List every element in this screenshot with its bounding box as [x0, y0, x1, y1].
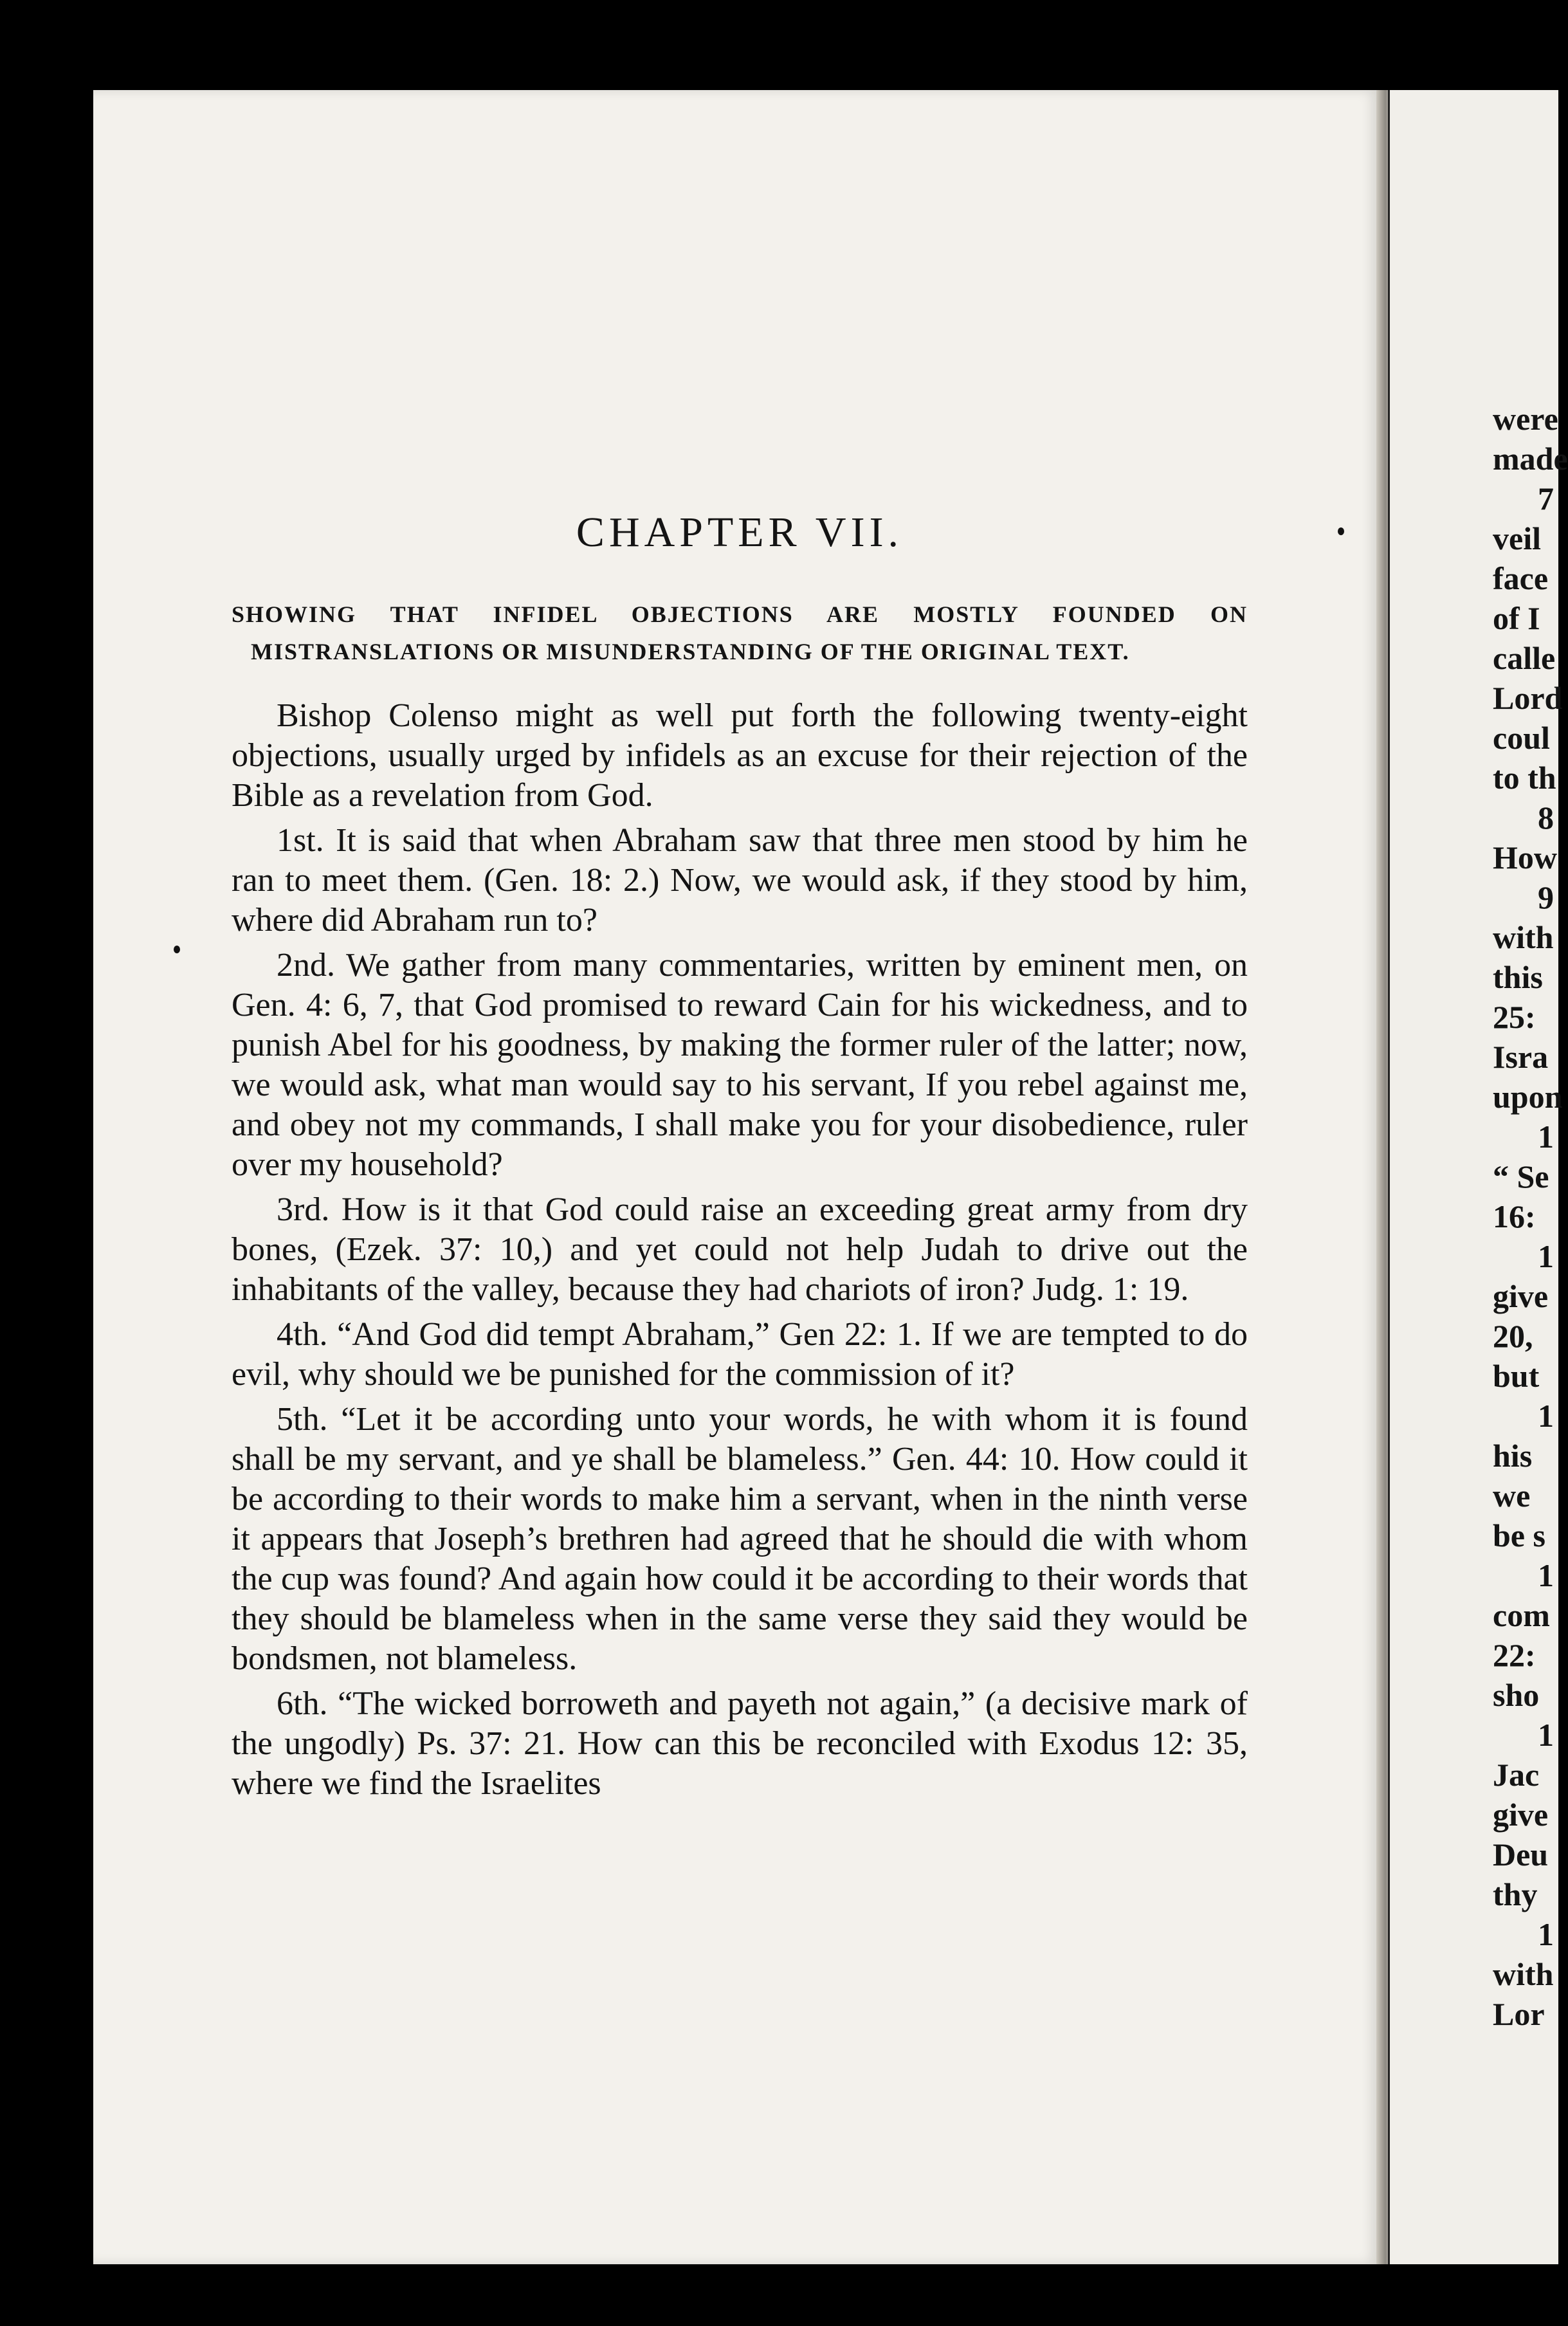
right-line: but: [1493, 1358, 1540, 1394]
right-line: coul: [1493, 720, 1550, 756]
right-line: give: [1493, 1278, 1549, 1314]
right-line: com: [1493, 1597, 1550, 1633]
right-line: calle: [1493, 640, 1556, 676]
paragraph-objection-4: 4th. “And God did tempt Abraham,” Gen 22: 1. If we are tempted to do evil, why should we be punished for the commission of it?: [232, 1316, 1248, 1393]
right-line: were: [1493, 401, 1558, 437]
right-line: his: [1493, 1438, 1533, 1474]
right-line: we: [1493, 1478, 1531, 1514]
chapter-title: CHAPTER VII.: [576, 509, 904, 556]
right-line: Lor: [1493, 1996, 1545, 2032]
right-line: 1: [1538, 1398, 1554, 1434]
right-line: give: [1493, 1797, 1549, 1833]
paragraph-objection-2: 2nd. We gather from many commentaries, written by eminent men, on Gen. 4: 6, 7, that God promised to reward Cain for his wickedness, and to punish Abel for his goodness, by making the former ruler of the latter; now, we would ask, what man would say to his servant, If you rebel against me, and obey not my commands, I shall make you for your disobedience, ruler over my household?: [232, 947, 1248, 1183]
right-line: Lord: [1493, 680, 1563, 716]
right-line: be s: [1493, 1517, 1545, 1553]
right-line: Jac: [1493, 1757, 1540, 1793]
right-line: 20,: [1493, 1318, 1533, 1354]
right-page: [1388, 90, 1568, 2264]
right-line: 1: [1538, 1238, 1554, 1274]
right-line: 9: [1538, 879, 1554, 915]
right-line: with: [1493, 919, 1554, 955]
right-line: upon: [1493, 1079, 1563, 1115]
right-line: veil: [1493, 520, 1541, 556]
right-line: 1: [1538, 1916, 1554, 1952]
right-line: Deu: [1493, 1836, 1549, 1873]
right-line: thy: [1493, 1876, 1538, 1912]
right-line: of I: [1493, 600, 1540, 636]
right-line: 16:: [1493, 1198, 1536, 1234]
paragraph-objection-5: 5th. “Let it be according unto your words, he with whom it is found shall be my servant, and ye shall be blameless.” Gen. 44: 10. How could it be according to their words to make him a servant, when in the ninth verse it appears that Joseph’s brethren had agreed that he should die with whom the cup was found? And again how could it be according to their words that they should be blameless when in the same verse they said they would be bondsmen, not blameless.: [232, 1401, 1248, 1677]
right-line: 1: [1538, 1557, 1554, 1593]
right-line: How: [1493, 839, 1557, 875]
paragraph-intro: Bishop Colenso might as well put forth the following twenty-eight objections, usually urged by infidels as an excuse for their rejection of the Bible as a revelation from God.: [232, 697, 1248, 814]
right-line: with: [1493, 1956, 1554, 1992]
right-page-fragments: [1493, 399, 1568, 2034]
right-line: Isra: [1493, 1039, 1549, 1075]
right-line: “ Se: [1493, 1158, 1549, 1195]
page-content: [232, 508, 1248, 1809]
right-line: 7: [1538, 481, 1554, 517]
right-line: sho: [1493, 1677, 1540, 1713]
margin-mark: [174, 946, 180, 953]
right-line: 22:: [1493, 1637, 1536, 1673]
paragraph-objection-3: 3rd. How is it that God could raise an exceeding great army from dry bones, (Ezek. 37: 10,) and yet could not help Judah to drive out the inhabitants of the valley, because they had chariots of iron? Judg. 1: 19.: [232, 1191, 1248, 1308]
right-line: 1: [1538, 1717, 1554, 1753]
chapter-subtitle: SHOWING THAT INFIDEL OBJECTIONS ARE MOSTLY FOUNDED ON MISTRANSLATIONS OR MISUNDERSTANDING OF THE ORIGINAL TEXT.: [232, 601, 1248, 664]
right-line: 8: [1538, 800, 1554, 836]
margin-mark: [1338, 527, 1344, 535]
paragraph-objection-1: 1st. It is said that when Abraham saw that three men stood by him he ran to meet them. (Gen. 18: 2.) Now, we would ask, if they stood by him, where did Abraham run to?: [232, 822, 1248, 939]
paragraph-objection-6: 6th. “The wicked borroweth and payeth not again,” (a decisive mark of the ungodly) Ps. 37: 21. How can this be reconciled with Exodus 12: 35, where we find the Israelites: [232, 1685, 1248, 1802]
right-line: to th: [1493, 760, 1556, 796]
right-line: made: [1493, 441, 1568, 477]
right-line: 1: [1538, 1119, 1554, 1155]
right-line: this: [1493, 959, 1543, 995]
right-line: face: [1493, 560, 1549, 596]
right-line: 25:: [1493, 999, 1536, 1035]
